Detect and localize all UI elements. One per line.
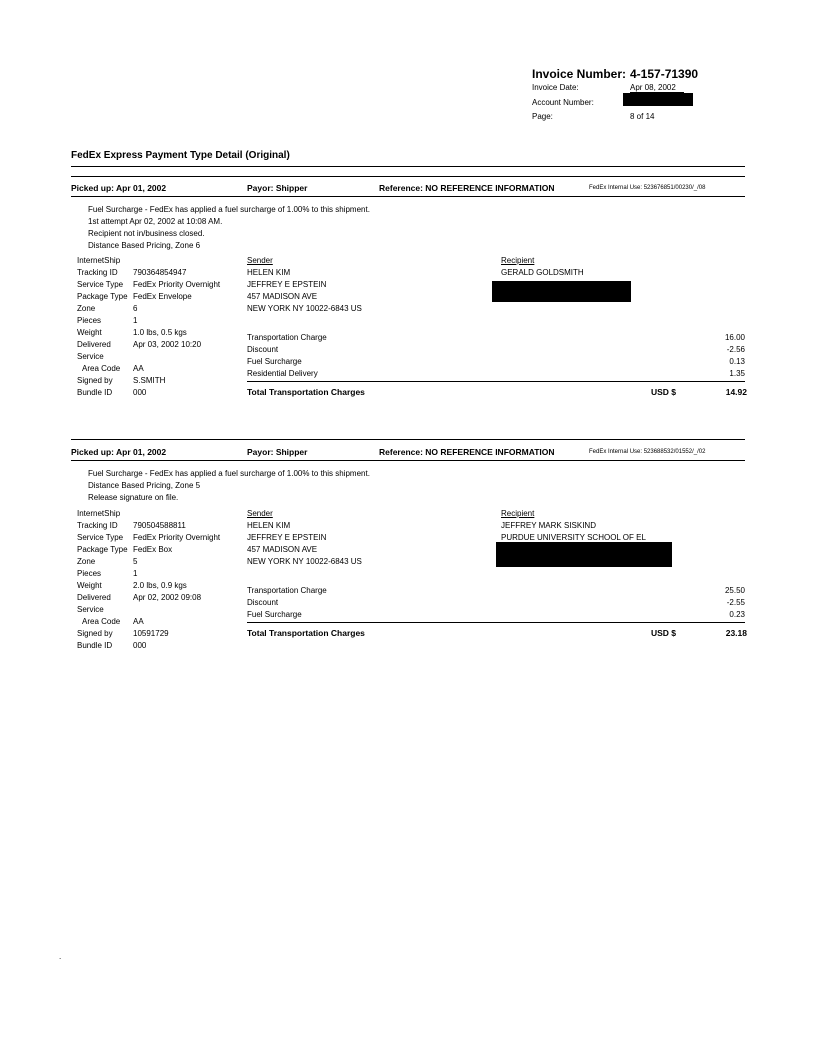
detail-labels [77, 255, 128, 399]
shipment-notes [88, 204, 370, 252]
invoice-date: Apr 08, 2002 [630, 83, 684, 93]
picked-up-date: Picked up: Apr 01, 2002 [71, 447, 167, 457]
charge-amount: 1.35 [729, 369, 745, 378]
redacted-recipient-address [492, 281, 631, 302]
total-rule [247, 622, 745, 623]
recipient-line: GERALD GOLDSMITH [501, 268, 584, 277]
detail-label: InternetShip [77, 256, 121, 265]
area-code: AA [133, 617, 144, 626]
recipient-line: PURDUE UNIVERSITY SCHOOL OF EL [501, 533, 646, 542]
sender-line: NEW YORK NY 10022-6843 US [247, 557, 362, 566]
sender-line: HELEN KIM [247, 521, 291, 530]
signed-by: 10591729 [133, 629, 169, 638]
recipient-block [501, 255, 584, 279]
section-header-rule [71, 460, 745, 461]
bundle-id: 000 [133, 388, 147, 397]
detail-label: Area Code [82, 617, 121, 626]
invoice-number-label: Invoice Number: [532, 67, 627, 81]
currency: USD $ [651, 387, 677, 397]
redacted-recipient-address [496, 542, 672, 567]
charge-amount: -2.55 [726, 598, 745, 607]
detail-label: Service [77, 352, 104, 361]
service-type: FedEx Priority Overnight [133, 533, 221, 542]
charge-amounts [665, 332, 745, 380]
detail-label: Package Type [77, 292, 128, 301]
account-number-label: Account Number: [532, 98, 594, 107]
invoice-number: 4-157-71390 [630, 67, 699, 81]
sender-line: 457 MADISON AVE [247, 545, 318, 554]
area-code: AA [133, 364, 144, 373]
payor: Payor: Shipper [247, 183, 308, 193]
sender-label: Sender [247, 256, 273, 265]
redacted-account-number [623, 93, 693, 106]
recipient-block [501, 508, 646, 544]
picked-up-date: Picked up: Apr 01, 2002 [71, 183, 167, 193]
detail-label: Bundle ID [77, 641, 113, 650]
sender-line: JEFFREY E EPSTEIN [247, 533, 327, 542]
invoice-date-label: Invoice Date: [532, 83, 579, 92]
sender-line: JEFFREY E EPSTEIN [247, 280, 327, 289]
detail-label: Service [77, 605, 104, 614]
detail-values [133, 508, 220, 652]
charge-amounts [665, 585, 745, 621]
note-line: Fuel Surcharge - FedEx has applied a fuel surcharge of 1.00% to this shipment. [88, 469, 370, 478]
charge-amount: 25.50 [724, 586, 745, 595]
charge-labels [247, 332, 327, 380]
detail-label: Zone [77, 557, 96, 566]
detail-label: Service Type [77, 280, 124, 289]
recipient-label: Recipient [501, 256, 535, 265]
detail-value [133, 604, 220, 616]
detail-label: Tracking ID [77, 521, 118, 530]
shipment-notes [88, 468, 370, 504]
section-top-rule [71, 176, 745, 177]
charge-label: Fuel Surcharge [247, 610, 302, 619]
tracking-id: 790504588811 [133, 521, 186, 530]
sender-block [247, 255, 362, 315]
reference: Reference: NO REFERENCE INFORMATION [379, 183, 555, 193]
note-line: Fuel Surcharge - FedEx has applied a fuel surcharge of 1.00% to this shipment. [88, 205, 370, 214]
charge-amount: 0.13 [729, 357, 745, 366]
detail-label: Signed by [77, 376, 113, 385]
charge-label: Fuel Surcharge [247, 357, 302, 366]
total-rule [247, 381, 745, 382]
detail-labels [77, 508, 128, 652]
total-amount: 23.18 [725, 628, 747, 638]
weight: 2.0 lbs, 0.9 kgs [133, 581, 187, 590]
sender-line: HELEN KIM [247, 268, 291, 277]
package-type: FedEx Box [133, 545, 173, 554]
note-line: Release signature on file. [88, 493, 179, 502]
internal-use-code: FedEx Internal Use: 523688532/01552/_/02 [589, 449, 706, 455]
service-type: FedEx Priority Overnight [133, 280, 221, 289]
pieces: 1 [133, 316, 138, 325]
charge-amount: -2.56 [726, 345, 745, 354]
zone: 6 [133, 304, 138, 313]
total-amount: 14.92 [725, 387, 747, 397]
charge-label: Discount [247, 345, 279, 354]
note-line: Distance Based Pricing, Zone 5 [88, 481, 201, 490]
total-label: Total Transportation Charges [247, 387, 365, 397]
detail-label: Zone [77, 304, 96, 313]
note-line: Distance Based Pricing, Zone 6 [88, 241, 201, 250]
footer-mark: . [59, 952, 62, 961]
charge-amount: 0.23 [729, 610, 745, 619]
detail-value [133, 255, 220, 267]
detail-label: Bundle ID [77, 388, 113, 397]
delivered: Apr 03, 2002 10:20 [133, 340, 202, 349]
internal-use-code: FedEx Internal Use: 523676851/00230/_/08 [589, 185, 706, 191]
charge-label: Discount [247, 598, 279, 607]
detail-label: Tracking ID [77, 268, 118, 277]
weight: 1.0 lbs, 0.5 kgs [133, 328, 187, 337]
recipient-line: JEFFREY MARK SISKIND [501, 521, 596, 530]
detail-value [133, 508, 220, 520]
sender-line: NEW YORK NY 10022-6843 US [247, 304, 362, 313]
currency: USD $ [651, 628, 677, 638]
detail-label: Package Type [77, 545, 128, 554]
zone: 5 [133, 557, 138, 566]
charge-label: Transportation Charge [247, 333, 327, 342]
tracking-id: 790364854947 [133, 268, 187, 277]
detail-label: InternetShip [77, 509, 121, 518]
title-divider [71, 166, 745, 167]
charge-labels [247, 585, 327, 621]
detail-values [133, 255, 220, 399]
detail-label: Pieces [77, 316, 102, 325]
sender-line: 457 MADISON AVE [247, 292, 318, 301]
detail-label: Weight [77, 581, 102, 590]
charge-label: Transportation Charge [247, 586, 327, 595]
detail-value [133, 351, 220, 363]
total-label: Total Transportation Charges [247, 628, 365, 638]
document-title: FedEx Express Payment Type Detail (Original) [71, 150, 290, 161]
bundle-id: 000 [133, 641, 147, 650]
detail-label: Delivered [77, 593, 111, 602]
note-line: Recipient not in/business closed. [88, 229, 205, 238]
package-type: FedEx Envelope [133, 292, 192, 301]
payor: Payor: Shipper [247, 447, 308, 457]
page-label: Page: [532, 112, 553, 121]
detail-label: Delivered [77, 340, 111, 349]
pieces: 1 [133, 569, 138, 578]
sender-label: Sender [247, 509, 273, 518]
charge-amount: 16.00 [724, 333, 745, 342]
recipient-label: Recipient [501, 509, 535, 518]
detail-label: Signed by [77, 629, 113, 638]
delivered: Apr 02, 2002 09:08 [133, 593, 202, 602]
detail-label: Area Code [82, 364, 121, 373]
charge-label: Residential Delivery [247, 369, 318, 378]
section-header-rule [71, 196, 745, 197]
detail-label: Pieces [77, 569, 102, 578]
sender-block [247, 508, 362, 568]
page-value: 8 of 14 [630, 112, 655, 121]
detail-label: Weight [77, 328, 102, 337]
detail-label: Service Type [77, 533, 124, 542]
section-top-rule [71, 439, 745, 440]
reference: Reference: NO REFERENCE INFORMATION [379, 447, 555, 457]
note-line: 1st attempt Apr 02, 2002 at 10:08 AM. [88, 217, 223, 226]
signed-by: S.SMITH [133, 376, 166, 385]
